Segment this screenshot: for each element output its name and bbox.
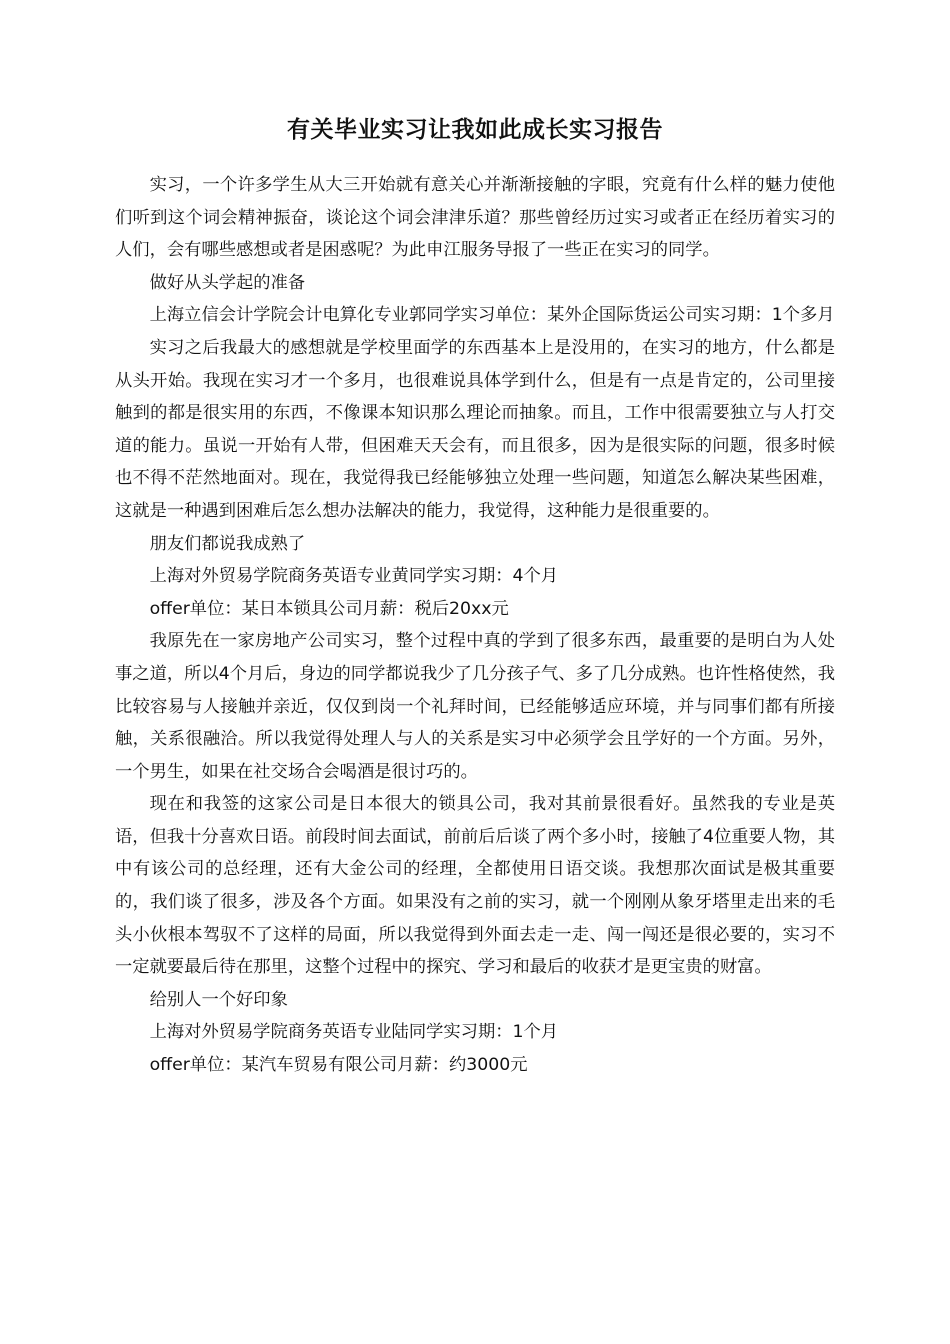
section-heading-3: 给别人一个好印象 <box>149 989 288 1010</box>
paragraph-3: 现在和我签的这家公司是日本很大的锁具公司，我对其前景很看好。虽然我的专业是英语，但我十分喜欢日语。前段时间去面试，前前后后谈了两个多小时，接触了4位重要人物，其中有该公司的总经理，还有大金公司的经理，全都使用日语交谈。我想那次面试是极其重要的，我们谈了很多，涉及各个方面。如果没有之前的实习，就一个刚刚从象牙塔里走出来的毛头小伙根本驾驭不了这样的局面，所以我觉得到外面去走一走、闯一闯还是很必要的，实习不一定就要最后待在那里，这整个过程中的探究、学习和最后的收获才是更宝贵的财富。 <box>115 794 835 978</box>
offer-info-2: offer单位：某日本锁具公司月薪：税后20xx元 <box>149 598 509 619</box>
student-info-2: 上海对外贸易学院商务英语专业黄同学实习期：4个月 <box>149 566 559 587</box>
section-heading-1: 做好从头学起的准备 <box>149 272 306 293</box>
section-heading-2: 朋友们都说我成熟了 <box>149 533 306 554</box>
student-info-1: 上海立信会计学院会计电算化专业郭同学实习单位：某外企国际货运公司实习期：1个多月 <box>149 305 835 326</box>
paragraph-2: 我原先在一家房地产公司实习，整个过程中真的学到了很多东西，最重要的是明白为人处事之道，所以4个月后，身边的同学都说我少了几分孩子气、多了几分成熟。也许性格使然，我比较容易与人接触并亲近，仅仅到岗一个礼拜时间，已经能够适应环境，并与同事们都有所接触，关系很融洽。所以我觉得处理人与人的关系是实习中必须学会且学好的一个方面。另外，一个男生，如果在社交场合会喝酒是很讨巧的。 <box>115 631 835 782</box>
student-info-3: 上海对外贸易学院商务英语专业陆同学实习期：1个月 <box>149 1022 559 1043</box>
offer-info-3: offer单位：某汽车贸易有限公司月薪：约3000元 <box>149 1055 528 1076</box>
document-title: 有关毕业实习让我如此成长实习报告 <box>287 117 663 143</box>
document-body <box>115 169 835 1082</box>
paragraph-intro: 实习，一个许多学生从大三开始就有意关心并渐渐接触的字眼，究竟有什么样的魅力使他们听到这个词会精神振奋，谈论这个词会津津乐道？那些曾经历过实习或者正在经历着实习的人们，会有哪些感想或者是困惑呢？为此申江服务导报了一些正在实习的同学。 <box>115 175 835 261</box>
paragraph-1: 实习之后我最大的感想就是学校里面学的东西基本上是没用的，在实习的地方，什么都是从头开始。我现在实习才一个多月，也很难说具体学到什么，但是有一点是肯定的，公司里接触到的都是很实用的东西，不像课本知识那么理论而抽象。而且，工作中很需要独立与人打交道的能力。虽说一开始有人带，但困难天天会有，而且很多，因为是很实际的问题，很多时候也不得不茫然地面对。现在，我觉得我已经能够独立处理一些问题，知道怎么解决某些困难，这就是一种遇到困难后怎么想办法解决的能力，我觉得，这种能力是很重要的。 <box>115 337 835 521</box>
